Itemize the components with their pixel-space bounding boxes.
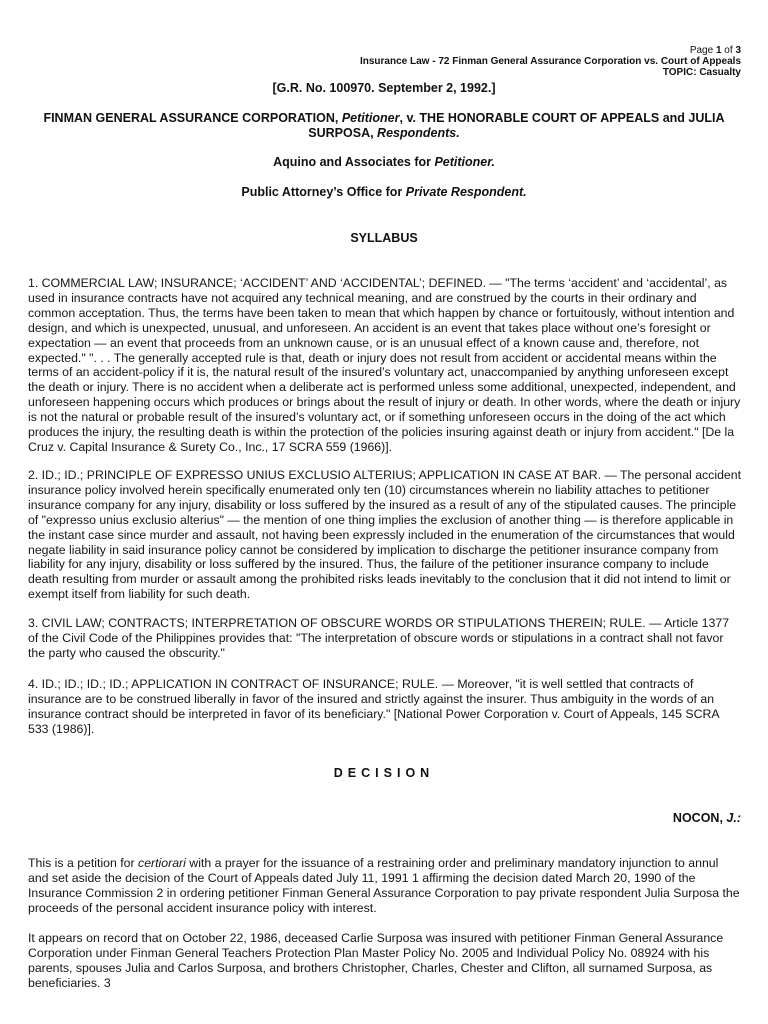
page-header [360,45,741,78]
topic-line: TOPIC: Casualty [662,67,741,78]
page-number: Page 1 of 3 [689,45,741,56]
syllabus-heading: SYLLABUS [350,231,418,245]
syllabus-paragraph-3: 3. CIVIL LAW; CONTRACTS; INTERPRETATION OF OBSCURE WORDS OR STIPULATIONS THEREIN; RULE. — Article 1377 of the Civil Code of the Philippines provides that: "The interpretation of obscure words or stipulations in a contract shall not favor the party who caused the obscurity." [28,616,730,660]
syllabus-paragraph-1: 1. COMMERCIAL LAW; INSURANCE; ‘ACCIDENT’ AND ‘ACCIDENTAL’; DEFINED. — "The terms ‘accident’ and ‘accidental’, as used in insurance contracts have not acquired any technical meaning, and are construed by the courts in their ordinary and common acceptation. Thus, the terms have been taken to mean that which happen by chance or fortuitously, without intention and design, and which is unexpected, unusual, and unforeseen. An accident is an event that takes place without one’s foresight or expectation — an event that proceeds from an unknown cause, or is an unusual effect of a known cause and, therefore, not expected." ". . . The generally accepted rule is that, death or injury does not result from accident or accidental means within the terms of an accident-policy if it is, the natural result of the insured’s voluntary act, unaccompanied by anything unforeseen except the death or injury. There is no accident when a deliberate act is performed unless some additional, unexpected, independent, and unforeseen happening occurs which produces or brings about the result of injury or death. In other words, where the death or injury is not the natural or probable result of the insured’s voluntary act, or if something unforeseen occurs in the doing of the act which produces the injury, the resulting death is within the protection of the policies insuring against death or injury from accident." [De la Cruz v. Capital Insurance & Surety Co., Inc., 17 SCRA 559 (1966)]. [28,276,741,454]
case-title-line: Insurance Law - 72 Finman General Assurance Corporation vs. Court of Appeals [359,56,741,67]
gr-number: [G.R. No. 100970. September 2, 1992.] [272,81,496,95]
counsel-petitioner: Aquino and Associates for Petitioner. [273,155,495,169]
case-parties: FINMAN GENERAL ASSURANCE CORPORATION, Petitioner, v. THE HONORABLE COURT OF APPEALS and JULIA SURPOSA, Respondents. [43,111,725,140]
counsel-respondent: Public Attorney’s Office for Private Respondent. [241,185,527,199]
syllabus-paragraph-4: 4. ID.; ID.; ID.; ID.; APPLICATION IN CONTRACT OF INSURANCE; RULE. — Moreover, "it is well settled that contracts of insurance are to be construed liberally in favor of the insured and strictly against the insurer. Thus ambiguity in the words of an insurance contract should be interpreted in favor of its beneficiary." [National Power Corporation v. Court of Appeals, 145 SCRA 533 (1986)]. [28,677,719,736]
ponente: NOCON, J.: [672,811,741,825]
decision-heading: DECISION [333,766,435,780]
syllabus-paragraph-2: 2. ID.; ID.; PRINCIPLE OF EXPRESSO UNIUS EXCLUSIO ALTERIUS; APPLICATION IN CASE AT BAR. — The personal accident insurance policy involved herein specifically enumerated only ten (10) circumstances wherein no liability attaches to petitioner insurance company for any injury, disability or loss suffered by the insured as a result of any of the stipulated causes. The principle of "expresso unius exclusio alterius" — the mention of one thing implies the exclusion of another thing — is therefore applicable in the instant case since murder and assault, not having been expressly included in the enumeration of the circumstances that would negate liability in said insurance policy cannot be considered by implication to discharge the petitioner insurance company from liability for any injury, disability or loss suffered by the insured. Thus, the failure of the petitioner insurance company to include death resulting from murder or assault among the prohibited risks leads inevitably to the conclusion that it did not intend to limit or exempt itself from liability for such death. [28,468,741,602]
decision-paragraph-1: This is a petition for certiorari with a prayer for the issuance of a restraining order and preliminary mandatory injunction to annul and set aside the decision of the Court of Appeals dated July 11, 1991 1 affirming the decision dated March 20, 1990 of the Insurance Commission 2 in ordering petitioner Finman General Assurance Corporation to pay private respondent Julia Surposa the proceeds of the personal accident insurance policy with interest. [28,856,740,915]
decision-paragraph-2: It appears on record that on October 22, 1986, deceased Carlie Surposa was insured with petitioner Finman General Assurance Corporation under Finman General Teachers Protection Plan Master Policy No. 2005 and Individual Policy No. 08924 with his parents, spouses Julia and Carlos Surposa, and brothers Christopher, Charles, Chester and Clifton, all surnamed Surposa, as beneficiaries. 3 [28,931,724,990]
